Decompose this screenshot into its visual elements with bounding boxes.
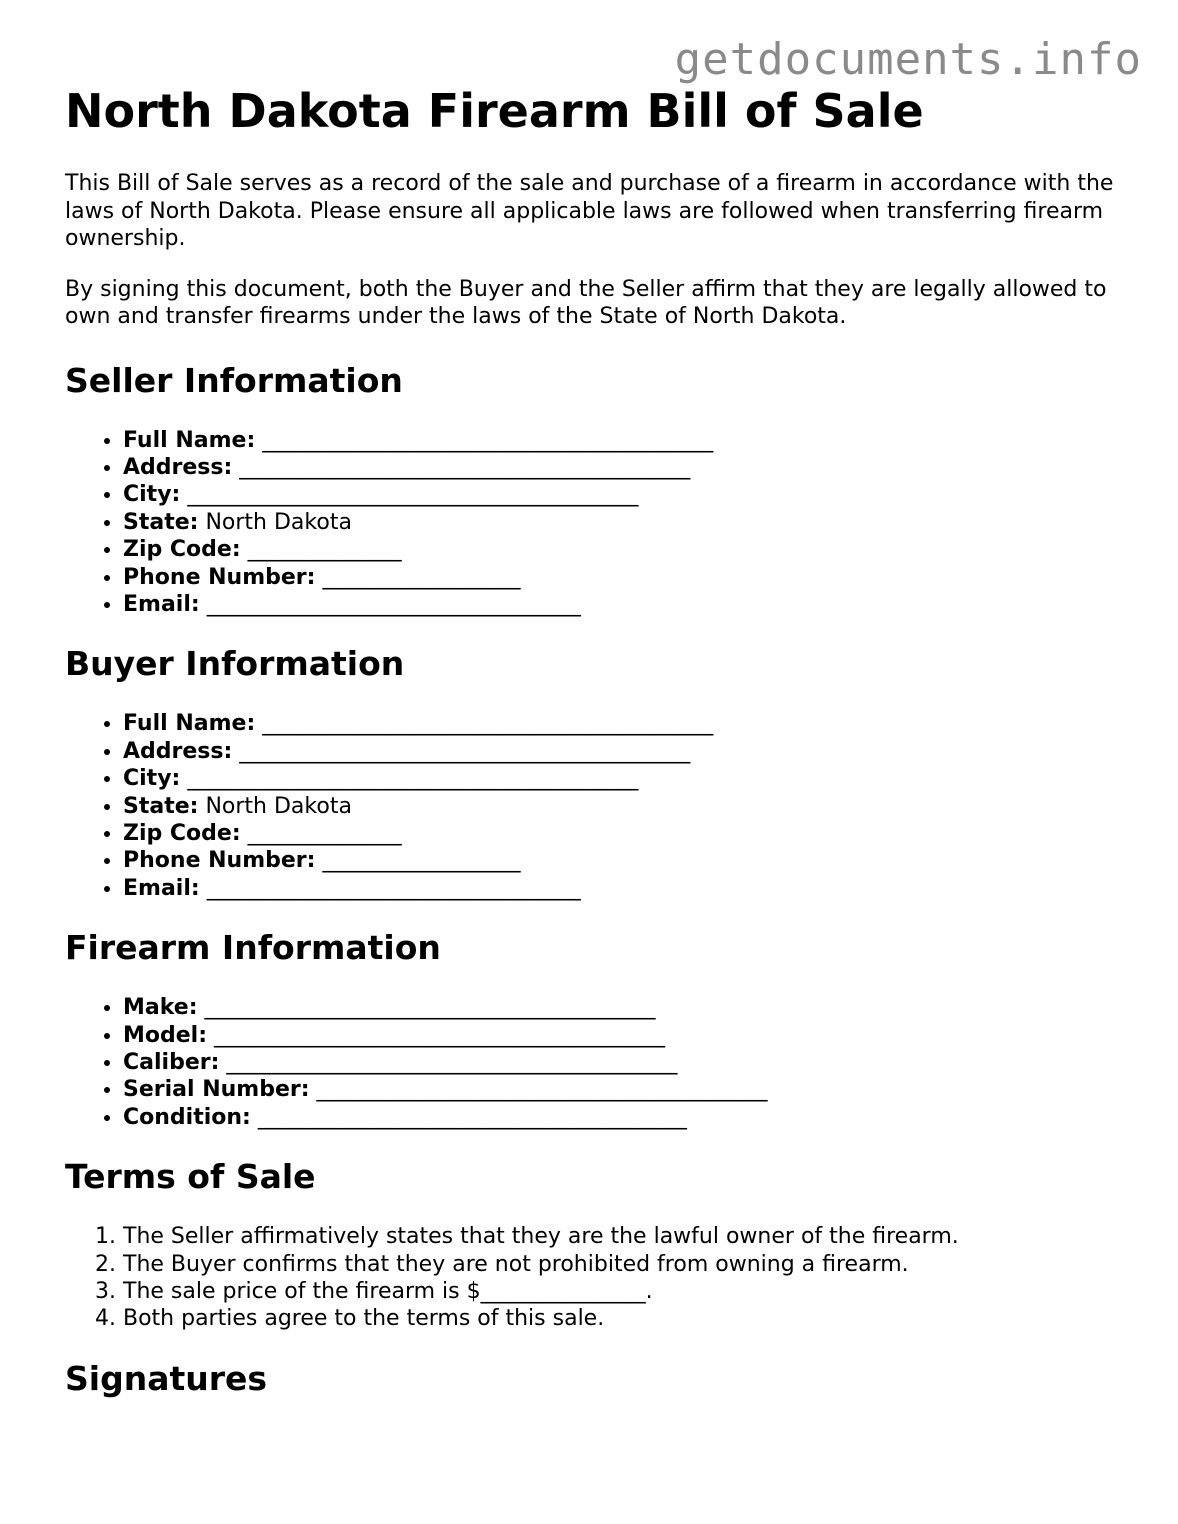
field-blank: _________________________________________ [262, 711, 714, 737]
seller-city [123, 481, 1125, 508]
intro-paragraph-2: By signing this document, both the Buyer and the Seller affirm that they are legally allowed to own and transfer firearms under the laws of the State of North Dakota. [65, 276, 1107, 329]
field-blank: _________________________________________ [214, 1022, 666, 1048]
field-blank: _______________________________________ [257, 1104, 687, 1130]
signatures-heading: Signatures [65, 1358, 268, 1398]
field-blank: _________________________________________ [239, 738, 691, 764]
buyer-email [123, 875, 1125, 902]
field-blank: _________________________________________ [239, 454, 691, 480]
firearm-model [123, 1022, 1125, 1049]
buyer-city [123, 765, 1125, 792]
firearm-make [123, 994, 1125, 1021]
field-label: Full Name: [123, 427, 256, 453]
field-label: Full Name: [123, 711, 256, 737]
terms-item: 3. The sale price of the firearm is $_______________. [123, 1278, 1125, 1305]
terms-item: 2. The Buyer confirms that they are not prohibited from owning a firearm. [123, 1251, 1125, 1278]
field-label: Zip Code: [123, 820, 241, 846]
terms-list [65, 1223, 1125, 1333]
field-label: City: [123, 482, 181, 508]
field-blank: _________________________________________ [316, 1077, 768, 1103]
field-blank: __________________________________ [206, 591, 581, 617]
terms-heading: Terms of Sale [65, 1157, 316, 1197]
seller-full-name [123, 427, 1125, 454]
field-label: State: [123, 793, 199, 819]
firearm-serial-number [123, 1076, 1125, 1103]
intro-paragraph-1: This Bill of Sale serves as a record of the sale and purchase of a firearm in accordance with the laws of North Dakota. Please ensure all applicable laws are followed when transferring firearm ownership. [65, 171, 1114, 251]
field-blank: __________________ [322, 848, 521, 874]
field-blank: ______________ [247, 820, 402, 846]
buyer-full-name [123, 710, 1125, 737]
field-label: Phone Number: [123, 848, 316, 874]
field-label: State: [123, 509, 199, 535]
seller-address [123, 454, 1125, 481]
field-value: North Dakota [205, 793, 352, 819]
field-blank: _________________________________________ [187, 766, 639, 792]
buyer-phone-number [123, 847, 1125, 874]
firearm-heading: Firearm Information [65, 928, 441, 968]
seller-phone-number [123, 564, 1125, 591]
firearm-caliber [123, 1049, 1125, 1076]
seller-heading: Seller Information [65, 360, 403, 400]
terms-item: 4. Both parties agree to the terms of this sale. [123, 1305, 1125, 1332]
field-label: Serial Number: [123, 1077, 310, 1103]
field-blank: _________________________________________ [262, 427, 714, 453]
field-blank: __________________ [322, 564, 521, 590]
field-label: Address: [123, 454, 233, 480]
field-label: Phone Number: [123, 564, 316, 590]
field-label: Email: [123, 591, 200, 617]
field-blank: _________________________________________ [226, 1050, 678, 1075]
seller-email [123, 591, 1125, 618]
buyer-field-list [65, 710, 1125, 902]
watermark: getdocuments.info [674, 34, 1142, 85]
firearm-condition [123, 1104, 1125, 1131]
buyer-zip-code [123, 820, 1125, 847]
document-page [65, 80, 1125, 1399]
field-label: Email: [123, 875, 200, 901]
firearm-field-list [65, 994, 1125, 1131]
field-blank: __________________________________ [206, 875, 581, 901]
field-label: City: [123, 766, 181, 792]
seller-field-list [65, 427, 1125, 619]
field-blank: _________________________________________ [204, 995, 656, 1021]
seller-zip-code [123, 536, 1125, 563]
field-label: Caliber: [123, 1050, 220, 1075]
page-title: North Dakota Firearm Bill of Sale [65, 84, 924, 138]
buyer-address [123, 738, 1125, 765]
field-label: Zip Code: [123, 537, 241, 563]
buyer-state [123, 793, 1125, 820]
field-blank: ______________ [247, 537, 402, 563]
field-label: Model: [123, 1022, 208, 1048]
buyer-heading: Buyer Information [65, 644, 405, 684]
field-label: Condition: [123, 1104, 251, 1130]
terms-item: 1. The Seller affirmatively states that they are the lawful owner of the firearm. [123, 1223, 1125, 1250]
field-blank: _________________________________________ [187, 482, 639, 508]
field-label: Make: [123, 995, 198, 1021]
field-value: North Dakota [205, 509, 352, 535]
field-label: Address: [123, 738, 233, 764]
seller-state [123, 509, 1125, 536]
